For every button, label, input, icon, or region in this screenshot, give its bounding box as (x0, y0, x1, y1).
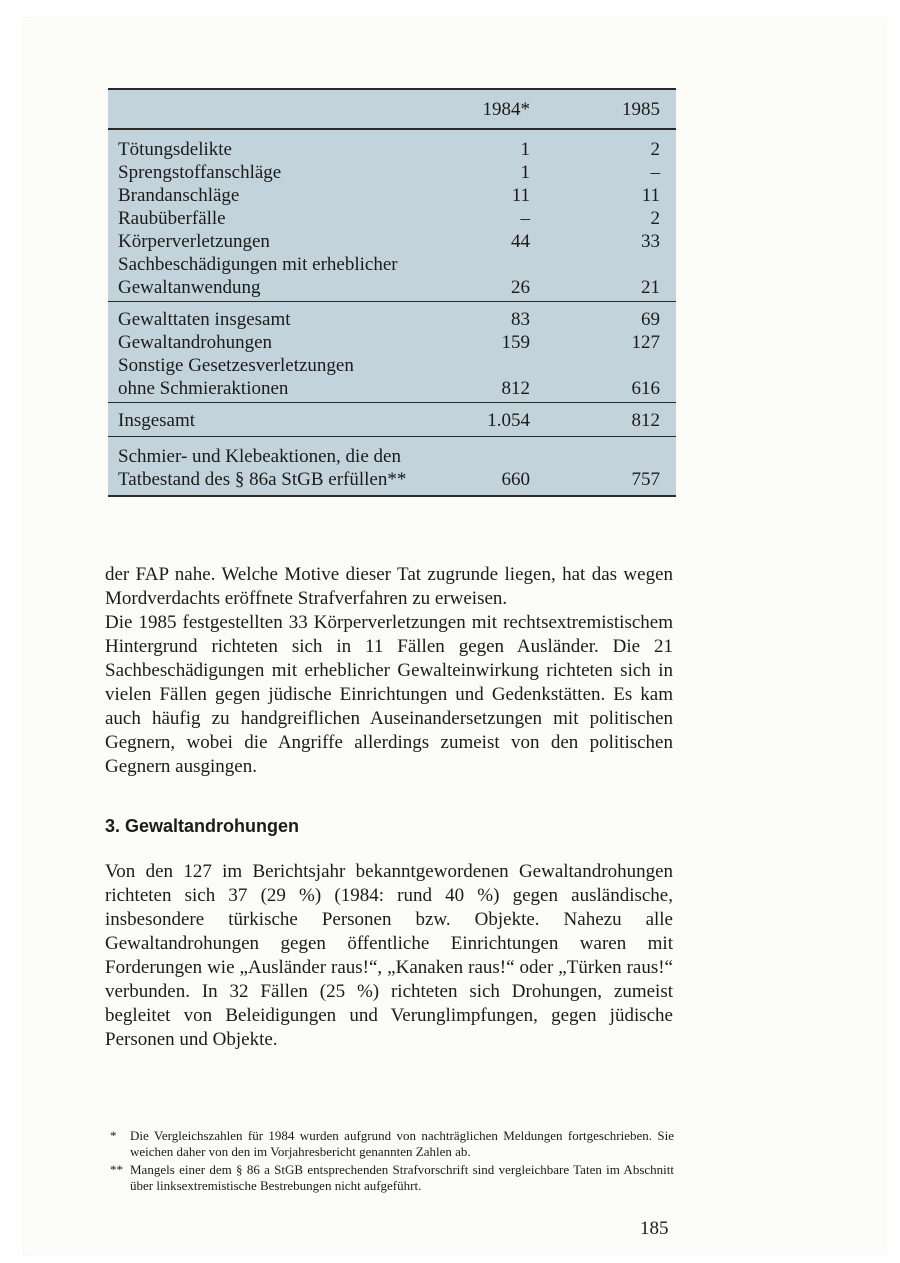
section-heading: 3. Gewaltandrohungen (105, 816, 300, 836)
row-label: Schmier- und Klebeaktionen, die den (118, 446, 401, 467)
column-header-1984: 1984* (482, 98, 530, 120)
paragraph-fap: der FAP nahe. Welche Motive dieser Tat zugrunde liegen, hat das wegen Mordverdachts eröffnete Strafverfahren zu erweisen. (105, 564, 673, 609)
value-1984: – (520, 208, 530, 229)
value-1984: 812 (501, 378, 530, 399)
row-label: Insgesamt (118, 410, 196, 431)
value-1984: 159 (501, 332, 530, 353)
table-row (108, 230, 676, 253)
value-1985: 33 (641, 231, 660, 252)
value-1984: 26 (511, 277, 530, 298)
paragraph-threats: Von den 127 im Berichtsjahr bekanntgewordenen Gewaltandrohungen richteten sich 37 (29 %) (1984: rund 40 %) gegen ausländische, insbesondere türkische Personen bzw. Objekte. Nahezu alle Gewaltandrohungen gegen öffentliche Einrichtungen waren mit Forderungen wie „Ausländer raus!“, „Kanaken raus!“ oder „Türken raus!“ verbunden. In 32 Fällen (25 %) richteten sich Drohungen, zumeist begleitet von Beleidigungen und Verunglimpfungen, gegen jüdische Personen und Objekte. (105, 861, 673, 1050)
value-1985: 2 (650, 208, 660, 229)
row-label: ohne Schmieraktionen (118, 378, 289, 399)
value-1985: 616 (631, 378, 660, 399)
table-row (108, 184, 676, 207)
footnote-text: Die Vergleichszahlen für 1984 wurden aufgrund von nachträglichen Meldungen fortgeschrieben. Sie weichen daher von den im Vorjahresbericht genannten Zahlen ab. (130, 1128, 674, 1159)
row-label: Gewaltanwendung (118, 277, 261, 298)
table-row (108, 354, 676, 377)
value-1984: 1.054 (487, 410, 530, 431)
table-row (108, 468, 676, 491)
value-1984: 83 (511, 309, 530, 330)
table-group-offenses (108, 130, 676, 301)
table-row (108, 276, 676, 299)
statistics-table (108, 88, 676, 497)
row-label: Gewaltandrohungen (118, 332, 273, 353)
value-1984: 1 (520, 139, 530, 160)
value-1985: 127 (631, 332, 660, 353)
footnote (110, 1162, 674, 1194)
footnote-mark: * (110, 1128, 117, 1143)
footnotes (110, 1128, 674, 1196)
table-header-row (108, 90, 676, 128)
value-1984: 1 (520, 162, 530, 183)
table-row (108, 138, 676, 161)
table-row (108, 445, 676, 468)
value-1984: 11 (511, 185, 530, 206)
footnote (110, 1128, 674, 1160)
row-label: Raubüberfälle (118, 208, 226, 229)
table-row (108, 409, 676, 432)
row-label: Sonstige Gesetzesverletzungen (118, 355, 354, 376)
table-row (108, 377, 676, 400)
row-label: Tötungsdelikte (118, 139, 232, 160)
row-label: Brandanschläge (118, 185, 240, 206)
row-label: Sprengstoffanschläge (118, 162, 282, 183)
table-group-smear-actions (108, 437, 676, 495)
row-label: Körperverletzungen (118, 231, 270, 252)
table-group-total (108, 403, 676, 436)
value-1985: 2 (650, 139, 660, 160)
page-number: 185 (640, 1218, 669, 1239)
paragraph-assaults: Die 1985 festgestellten 33 Körperverletzungen mit rechtsextremistischem Hintergrund richteten sich in 11 Fällen gegen Ausländer. Die 21 Sachbeschädigungen mit erheblicher Gewalteinwirkung richteten sich in vielen Fällen gegen jüdische Einrichtungen und Gedenkstätten. Es kam auch häufig zu handgreiflichen Auseinandersetzungen mit politischen Gegnern, wobei die Angriffe allerdings zumeist von den politischen Gegnern ausgingen. (105, 612, 673, 777)
value-1985: – (650, 162, 660, 183)
table-row (108, 161, 676, 184)
table-row (108, 331, 676, 354)
value-1985: 812 (631, 410, 660, 431)
row-label: Tatbestand des § 86a StGB erfüllen** (118, 469, 407, 490)
table-row (108, 207, 676, 230)
footnote-text: Mangels einer dem § 86 a StGB entsprechenden Strafvorschrift sind vergleichbare Taten im Abschnitt über linksextremistische Bestrebungen nicht aufgeführt. (130, 1162, 674, 1193)
footnote-mark: ** (110, 1162, 123, 1177)
row-label: Gewalttaten insgesamt (118, 309, 291, 330)
table-row (108, 253, 676, 276)
table-row (108, 308, 676, 331)
row-label: Sachbeschädigungen mit erheblicher (118, 254, 398, 275)
value-1985: 11 (641, 185, 660, 206)
value-1985: 21 (641, 277, 660, 298)
table-bottom-rule (108, 495, 676, 497)
value-1984: 44 (511, 231, 530, 252)
column-header-1985: 1985 (622, 98, 660, 120)
table-group-subtotals (108, 302, 676, 402)
value-1985: 757 (631, 469, 660, 490)
value-1984: 660 (501, 469, 530, 490)
value-1985: 69 (641, 309, 660, 330)
